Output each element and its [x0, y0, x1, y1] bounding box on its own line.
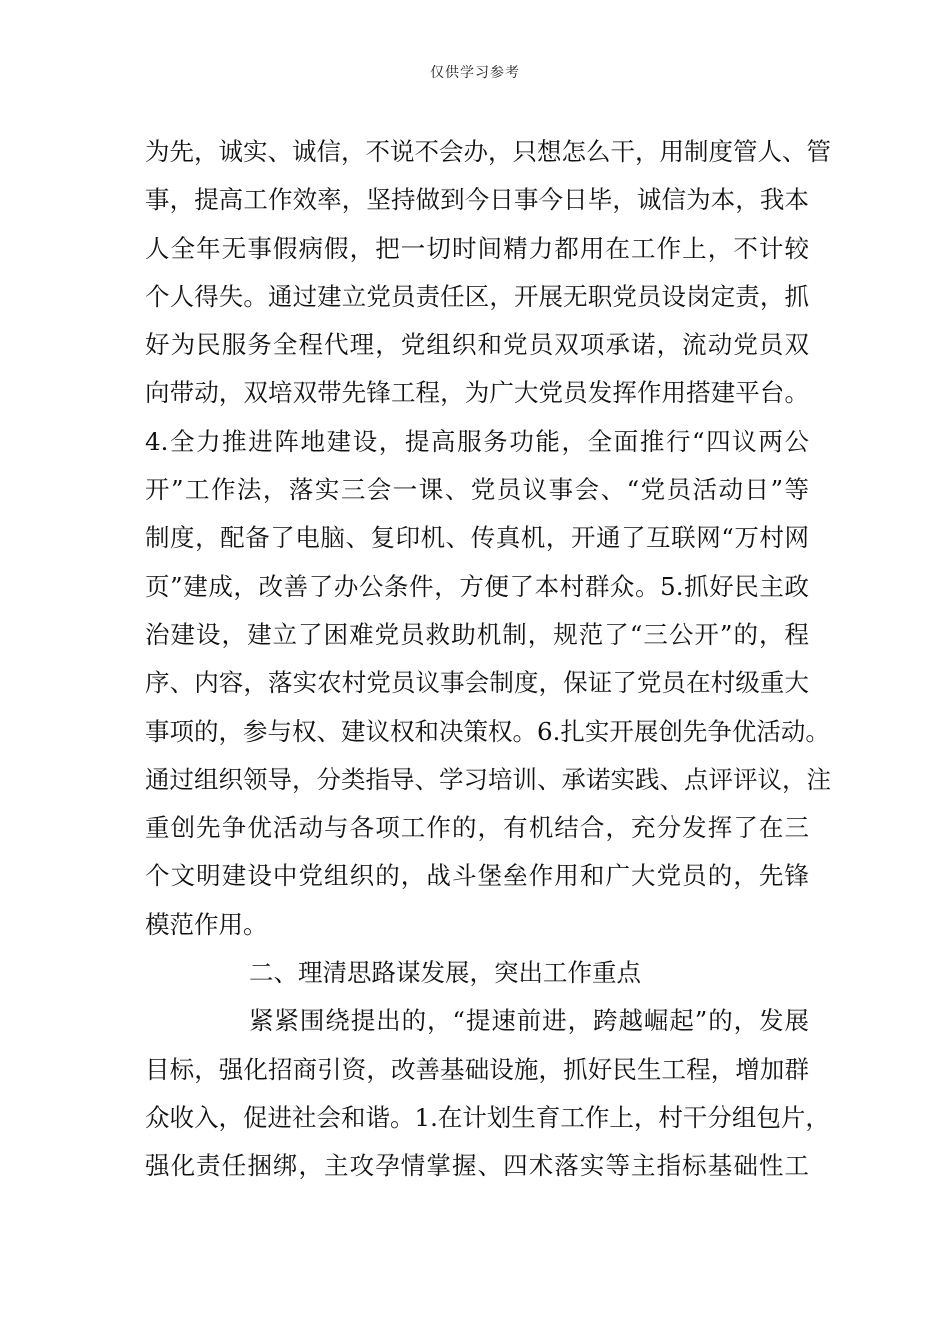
text-line: 页”建成，改善了办公条件，方便了本村群众。5.抓好民主政 — [145, 571, 809, 601]
text-line: 强化责任捆绑，主攻孕情掌握、四术落实等主指标基础性工 — [145, 1151, 809, 1181]
text-line: 个文明建设中党组织的，战斗堡垒作用和广大党员的，先锋 — [145, 861, 809, 891]
paragraph-first-line: 紧紧围绕提出的，“提速前进，跨越崛起”的，发展 — [249, 1006, 809, 1036]
text-line: 序、内容，落实农村党员议事会制度，保证了党员在村级重大 — [145, 668, 809, 698]
text-line: 目标，强化招商引资，改善基础设施，抓好民生工程，增加群 — [145, 1054, 809, 1084]
text-line: 向带动，双培双带先锋工程，为广大党员发挥作用搭建平台。 — [145, 378, 809, 408]
text-line: 重创先争优活动与各项工作的，有机结合，充分发挥了在三 — [145, 813, 809, 843]
text-line: 事项的，参与权、建议权和决策权。6.扎实开展创先争优活动。 — [145, 716, 830, 746]
text-line: 开”工作法，落实三会一课、党员议事会、“党员活动日”等 — [145, 475, 809, 505]
text-line: 人全年无事假病假，把一切时间精力都用在工作上，不计较 — [145, 233, 809, 263]
text-line: 好为民服务全程代理，党组织和党员双项承诺，流动党员双 — [145, 330, 809, 360]
section-heading: 二、理清思路谋发展，突出工作重点 — [249, 958, 641, 988]
text-line: 模范作用。 — [145, 909, 268, 939]
text-line: 众收入，促进社会和谐。1.在计划生育工作上，村干分组包片， — [145, 1102, 830, 1132]
text-line: 治建设，建立了困难党员救助机制，规范了“三公开”的，程 — [145, 619, 809, 649]
text-line: 4.全力推进阵地建设，提高服务功能，全面推行“四议两公 — [145, 426, 809, 456]
text-line: 个人得失。通过建立党员责任区，开展无职党员设岗定责，抓 — [145, 281, 809, 311]
text-line: 制度，配备了电脑、复印机、传真机，开通了互联网“万村网 — [145, 523, 809, 553]
text-line: 事，提高工作效率，坚持做到今日事今日毕，诚信为本，我本 — [145, 185, 809, 215]
text-line: 通过组织领导，分类指导、学习培训、承诺实践、点评评议，注 — [145, 764, 831, 794]
document-body — [145, 128, 831, 1191]
text-line: 为先，诚实、诚信，不说不会办，只想怎么干，用制度管人、管 — [145, 137, 831, 166]
page-header: 仅供学习参考 — [430, 65, 520, 81]
